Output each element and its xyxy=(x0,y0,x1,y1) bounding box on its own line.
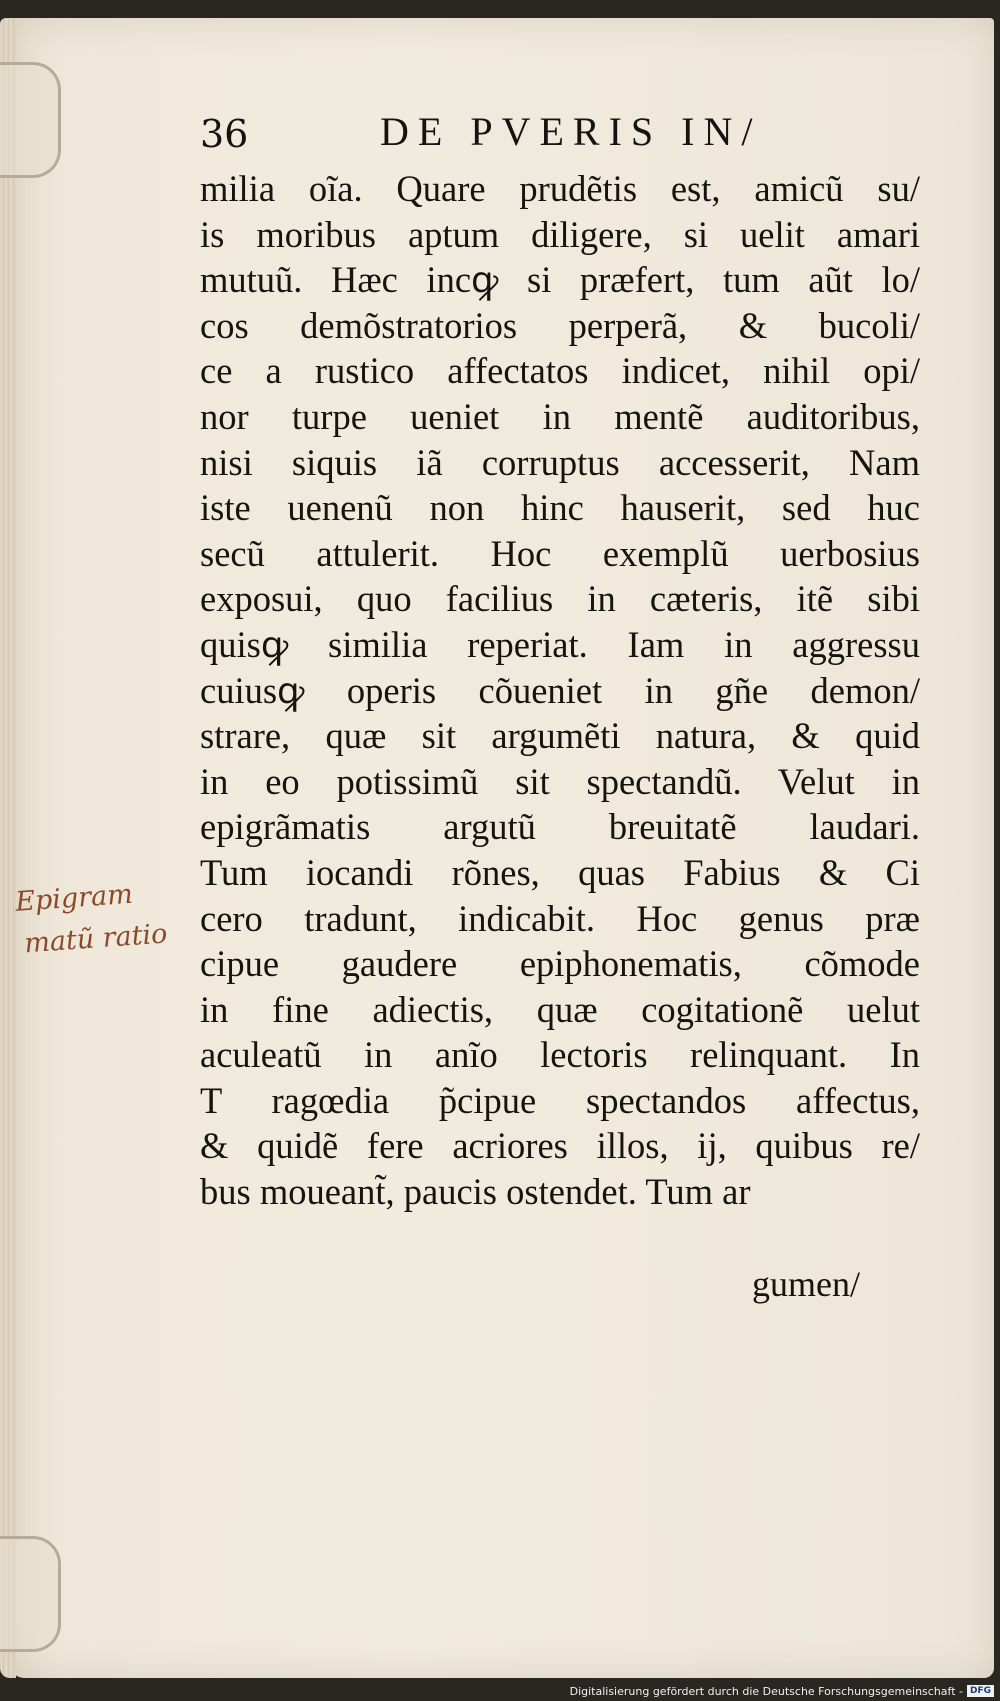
binding-clip-top xyxy=(0,62,61,178)
text-line: strare, quæ sit argumẽti natura, & quid xyxy=(200,715,920,757)
text-line: milia oĩa. Quare prudẽtis est, amicũ su/ xyxy=(200,168,920,209)
text-line: nor turpe ueniet in mentẽ auditoribus, xyxy=(200,395,920,437)
dfg-logo-icon: DFG xyxy=(967,1685,994,1697)
text-line: Tum iocandi rõnes, quas Fabius & Ci xyxy=(200,851,920,893)
text-line: in eo potissimũ sit spectandũ. Velut in xyxy=(200,760,920,802)
text-line: & quidẽ fere acriores illos, ij, quibus re/ xyxy=(200,1125,920,1167)
text-line: is moribus aptum diligere, si uelit amari xyxy=(200,213,920,255)
text-line: secũ attulerit. Hoc exemplũ uerbosius xyxy=(200,532,920,574)
text-line: T ragœdia p̃cipue spectandos affectus, xyxy=(200,1079,920,1121)
text-line: ce a rustico affectatos indicet, nihil opi/ xyxy=(200,350,920,392)
text-line: mutuũ. Hæc incꝙ si præfert, tum aũt lo/ xyxy=(200,259,920,301)
text-line: epigrãmatis argutũ breuitatẽ laudari. xyxy=(200,806,920,848)
marginal-note-line: Epigram xyxy=(14,878,134,918)
text-line: iste uenenũ non hinc hauserit, sed huc xyxy=(200,487,920,529)
page-edge xyxy=(0,18,16,1678)
text-line: nisi siquis iã corruptus accesserit, Nam xyxy=(200,441,920,483)
text-line: exposui, quo facilius in cæteris, itẽ sibi xyxy=(200,578,920,620)
credit-text: Digitalisierung gefördert durch die Deutsche Forschungsgemeinschaft - xyxy=(569,1684,963,1698)
binding-clip-bottom xyxy=(0,1536,61,1652)
text-line: bus moueant̃, paucis ostendet. Tum ar xyxy=(200,1171,751,1213)
text-line: cero tradunt, indicabit. Hoc genus præ xyxy=(200,897,920,939)
text-line: cos demõstratorios perperã, & bucoli/ xyxy=(200,304,920,346)
page-number: 36 xyxy=(200,112,249,156)
running-title: DE PVERIS IN/ xyxy=(380,109,762,154)
marginal-note xyxy=(14,869,199,965)
digitization-credit xyxy=(570,1683,994,1699)
text-line: cipue gaudere epiphonematis, cõmode xyxy=(200,943,920,985)
text-line: quisꝙ similia reperiat. Iam in aggressu xyxy=(200,623,920,665)
running-head xyxy=(200,108,840,158)
text-line: in fine adiectis, quæ cogitationẽ uelut xyxy=(200,988,920,1030)
catchword: gumen/ xyxy=(752,1264,860,1304)
body-text xyxy=(200,166,920,1215)
marginal-note-line: matũ ratio xyxy=(23,918,169,960)
text-line: cuiusꝙ operis cõueniet in gñe demon/ xyxy=(200,669,920,711)
text-line: aculeatũ in anĩo lectoris relinquant. In xyxy=(200,1034,920,1076)
